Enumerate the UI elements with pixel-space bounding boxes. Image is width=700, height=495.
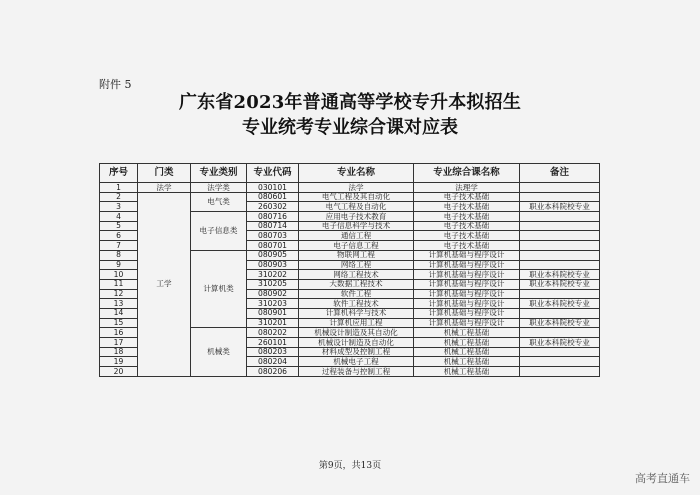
course-name: 电子技术基础 [414, 221, 520, 231]
course-name: 机械工程基础 [414, 357, 520, 367]
header-course-name: 专业综合课名称 [414, 164, 520, 183]
course-name: 计算机基础与程序设计 [414, 308, 520, 318]
course-name: 计算机基础与程序设计 [414, 250, 520, 260]
row-no: 9 [100, 260, 138, 270]
major-name: 电气工程及其自动化 [299, 192, 414, 202]
note [520, 347, 600, 357]
major-group-cell: 计算机类 [191, 250, 247, 328]
major-name: 网络工程技术 [299, 270, 414, 280]
row-no: 4 [100, 212, 138, 222]
course-name: 电子技术基础 [414, 212, 520, 222]
attachment-label: 附件 5 [99, 78, 132, 91]
major-code: 080714 [247, 221, 299, 231]
note [520, 183, 600, 193]
major-name: 应用电子技术教育 [299, 212, 414, 222]
major-code: 310201 [247, 318, 299, 328]
row-no: 13 [100, 299, 138, 309]
major-code: 260101 [247, 338, 299, 348]
header-category: 门类 [138, 164, 191, 183]
major-name: 材料成型及控制工程 [299, 347, 414, 357]
course-name: 计算机基础与程序设计 [414, 270, 520, 280]
table-row [100, 192, 600, 202]
major-code: 080902 [247, 289, 299, 299]
note [520, 367, 600, 377]
major-code: 080903 [247, 260, 299, 270]
major-code: 030101 [247, 183, 299, 193]
note: 职业本科院校专业 [520, 318, 600, 328]
row-no: 10 [100, 270, 138, 280]
note: 职业本科院校专业 [520, 279, 600, 289]
major-name: 计算机应用工程 [299, 318, 414, 328]
category-cell: 工学 [138, 192, 191, 376]
major-code: 310203 [247, 299, 299, 309]
major-group-cell: 法学类 [191, 183, 247, 193]
major-code: 080204 [247, 357, 299, 367]
row-no: 7 [100, 241, 138, 251]
note [520, 192, 600, 202]
major-code: 310202 [247, 270, 299, 280]
course-name: 计算机基础与程序设计 [414, 299, 520, 309]
course-name: 电子技术基础 [414, 231, 520, 241]
major-name: 通信工程 [299, 231, 414, 241]
course-name: 计算机基础与程序设计 [414, 279, 520, 289]
row-no: 5 [100, 221, 138, 231]
note [520, 328, 600, 338]
major-name: 电子信息工程 [299, 241, 414, 251]
note: 职业本科院校专业 [520, 299, 600, 309]
note: 职业本科院校专业 [520, 338, 600, 348]
course-name: 法理学 [414, 183, 520, 193]
row-no: 11 [100, 279, 138, 289]
note [520, 308, 600, 318]
header-no: 序号 [100, 164, 138, 183]
note [520, 231, 600, 241]
major-name: 法学 [299, 183, 414, 193]
course-name: 电子技术基础 [414, 192, 520, 202]
note [520, 357, 600, 367]
header-major-code: 专业代码 [247, 164, 299, 183]
note [520, 212, 600, 222]
major-name: 过程装备与控制工程 [299, 367, 414, 377]
major-code: 080701 [247, 241, 299, 251]
row-no: 1 [100, 183, 138, 193]
major-name: 软件工程 [299, 289, 414, 299]
watermark: 高考直通车 [635, 472, 690, 485]
note [520, 260, 600, 270]
major-code: 080716 [247, 212, 299, 222]
course-name: 计算机基础与程序设计 [414, 260, 520, 270]
major-code: 080905 [247, 250, 299, 260]
page-title: 广东省2023年普通高等学校专升本拟招生 [178, 92, 522, 113]
row-no: 2 [100, 192, 138, 202]
major-name: 机械电子工程 [299, 357, 414, 367]
major-code: 080601 [247, 192, 299, 202]
major-name: 网络工程 [299, 260, 414, 270]
row-no: 3 [100, 202, 138, 212]
table-header-row [100, 164, 600, 183]
course-name: 计算机基础与程序设计 [414, 318, 520, 328]
major-code: 080206 [247, 367, 299, 377]
major-name: 机械设计制造及其自动化 [299, 328, 414, 338]
note [520, 241, 600, 251]
category-cell: 法学 [138, 183, 191, 193]
page-footer: 第9页，共13页 [318, 461, 382, 471]
course-name: 机械工程基础 [414, 347, 520, 357]
major-group-cell: 电气类 [191, 192, 247, 211]
major-group-cell: 电子信息类 [191, 212, 247, 251]
major-name: 电气工程及自动化 [299, 202, 414, 212]
row-no: 8 [100, 250, 138, 260]
major-code: 080901 [247, 308, 299, 318]
course-name: 机械工程基础 [414, 367, 520, 377]
row-no: 12 [100, 289, 138, 299]
major-name: 大数据工程技术 [299, 279, 414, 289]
course-name: 机械工程基础 [414, 328, 520, 338]
major-code: 080202 [247, 328, 299, 338]
header-note: 备注 [520, 164, 600, 183]
note: 职业本科院校专业 [520, 270, 600, 280]
major-code: 260302 [247, 202, 299, 212]
row-no: 18 [100, 347, 138, 357]
row-no: 15 [100, 318, 138, 328]
major-group-cell: 机械类 [191, 328, 247, 376]
major-code: 310205 [247, 279, 299, 289]
row-no: 19 [100, 357, 138, 367]
major-name: 机械设计制造及自动化 [299, 338, 414, 348]
row-no: 16 [100, 328, 138, 338]
row-no: 20 [100, 367, 138, 377]
note: 职业本科院校专业 [520, 202, 600, 212]
table-row [100, 183, 600, 193]
row-no: 6 [100, 231, 138, 241]
note [520, 221, 600, 231]
course-name: 计算机基础与程序设计 [414, 289, 520, 299]
row-no: 14 [100, 308, 138, 318]
header-major-group: 专业类别 [191, 164, 247, 183]
note [520, 250, 600, 260]
major-code: 080703 [247, 231, 299, 241]
note [520, 289, 600, 299]
major-name: 计算机科学与技术 [299, 308, 414, 318]
course-name: 电子技术基础 [414, 241, 520, 251]
row-no: 17 [100, 338, 138, 348]
course-name: 机械工程基础 [414, 338, 520, 348]
major-name: 电子信息科学与技术 [299, 221, 414, 231]
major-name: 物联网工程 [299, 250, 414, 260]
major-name: 软件工程技术 [299, 299, 414, 309]
major-code: 080203 [247, 347, 299, 357]
course-mapping-table [99, 163, 600, 377]
header-major-name: 专业名称 [299, 164, 414, 183]
course-name: 电子技术基础 [414, 202, 520, 212]
page-subtitle: 专业统考专业综合课对应表 [242, 117, 458, 138]
